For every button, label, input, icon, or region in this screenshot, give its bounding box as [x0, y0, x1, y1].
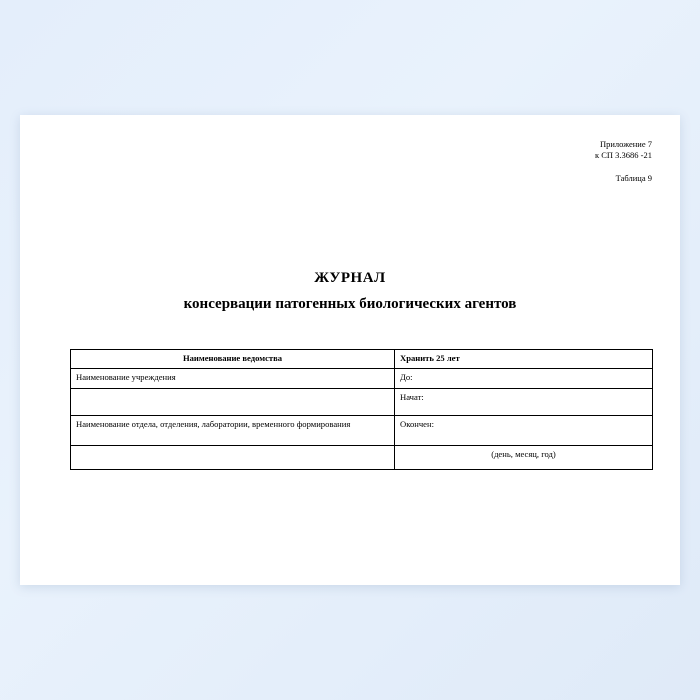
cell-empty-left-2	[71, 446, 395, 470]
appendix-regulation: к СП 3.3686 -21	[594, 150, 652, 161]
cell-empty-left	[71, 389, 395, 416]
appendix-number: Приложение 7	[600, 139, 652, 149]
header-info-table	[70, 349, 653, 470]
cell-until-label: До:	[395, 369, 653, 389]
table-row	[71, 369, 653, 389]
document-page	[20, 115, 680, 585]
appendix-table-number: Таблица 9	[615, 172, 652, 183]
page-title: ЖУРНАЛ	[314, 270, 386, 286]
appendix-reference	[595, 139, 652, 184]
table-row	[71, 389, 653, 416]
cell-institution-name: Наименование учреждения	[71, 369, 395, 389]
table-row	[71, 446, 653, 470]
cell-date-format-note: (день, месяц, год)	[395, 446, 653, 470]
table-row	[71, 416, 653, 446]
table-row	[71, 350, 653, 369]
cell-unit-name: Наименование отдела, отделения, лаборатории, временного формирования	[71, 416, 395, 446]
page-subtitle: консервации патогенных биологических агентов	[183, 296, 517, 312]
cell-department-header: Наименование ведомства	[71, 350, 395, 369]
document-title-block	[20, 270, 680, 313]
cell-finished-label: Окончен:	[395, 416, 653, 446]
cell-retention-period: Хранить 25 лет	[395, 350, 653, 369]
cell-started-label: Начат:	[395, 389, 653, 416]
